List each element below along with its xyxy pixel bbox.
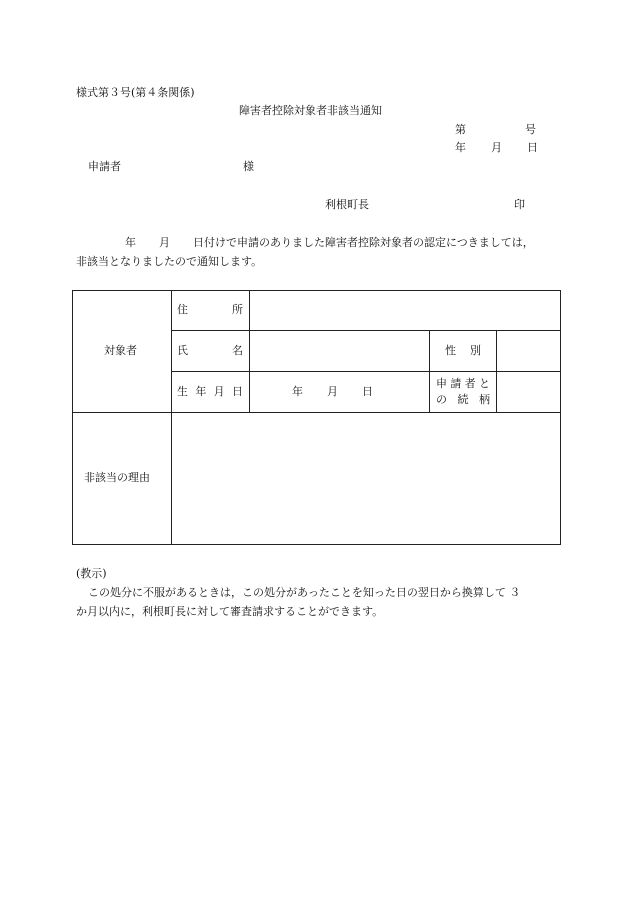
birthdate-label: 生 年 月 日 [177,385,243,398]
label-column-divider [171,290,172,545]
reason-label: 非該当の理由 [84,471,150,484]
birth-month-label: 月 [327,385,338,398]
birth-year-label: 年 [292,385,303,398]
table-frame [72,290,561,545]
notice-heading: (教示) [76,567,107,580]
date-year-label: 年 [455,141,466,154]
date-month-label: 月 [491,141,502,154]
body-text-line2: 非該当となりましたので通知します。 [76,255,263,268]
table-left-border [72,290,73,545]
target-label: 対象者 [104,344,137,357]
address-label: 住 所 [177,303,243,316]
name-label: 氏 名 [177,344,243,357]
issuer-name: 利根町長 [325,198,369,211]
body-month-label: 月 [159,236,170,249]
reason-section-divider [72,412,561,413]
notice-line1: この処分に不服があるときは，この処分があったことを知った日の翌日から換算して ３ [88,586,521,599]
gender-label-divider-right [496,330,497,412]
date-day-label: 日 [527,141,538,154]
form-number: 様式第３号(第４条関係) [76,86,195,99]
notice-line2: か月以内に，利根町長に対して審査請求することができます。 [76,605,384,618]
gender-label-divider-left [429,330,430,412]
seal-mark: 印 [514,198,525,211]
relation-label-line1: 申 請 者 と [436,377,490,390]
name-row-divider [171,371,561,372]
table-top-border [72,290,561,291]
body-year-label: 年 [125,236,136,249]
number-prefix: 第 [455,123,466,136]
field-label-divider [249,290,250,412]
relation-label-line2: の 続 柄 [436,393,490,406]
birth-day-label: 日 [362,385,373,398]
gender-label: 性 別 [445,344,481,357]
number-suffix: 号 [525,123,536,136]
applicant-label: 申請者 [88,160,121,173]
body-text-line1: 日付けで申請のありました障害者控除対象者の認定につきましては， [193,236,534,249]
document-title: 障害者控除対象者非該当通知 [239,104,382,117]
honorific: 様 [243,160,254,173]
address-row-divider [171,330,561,331]
